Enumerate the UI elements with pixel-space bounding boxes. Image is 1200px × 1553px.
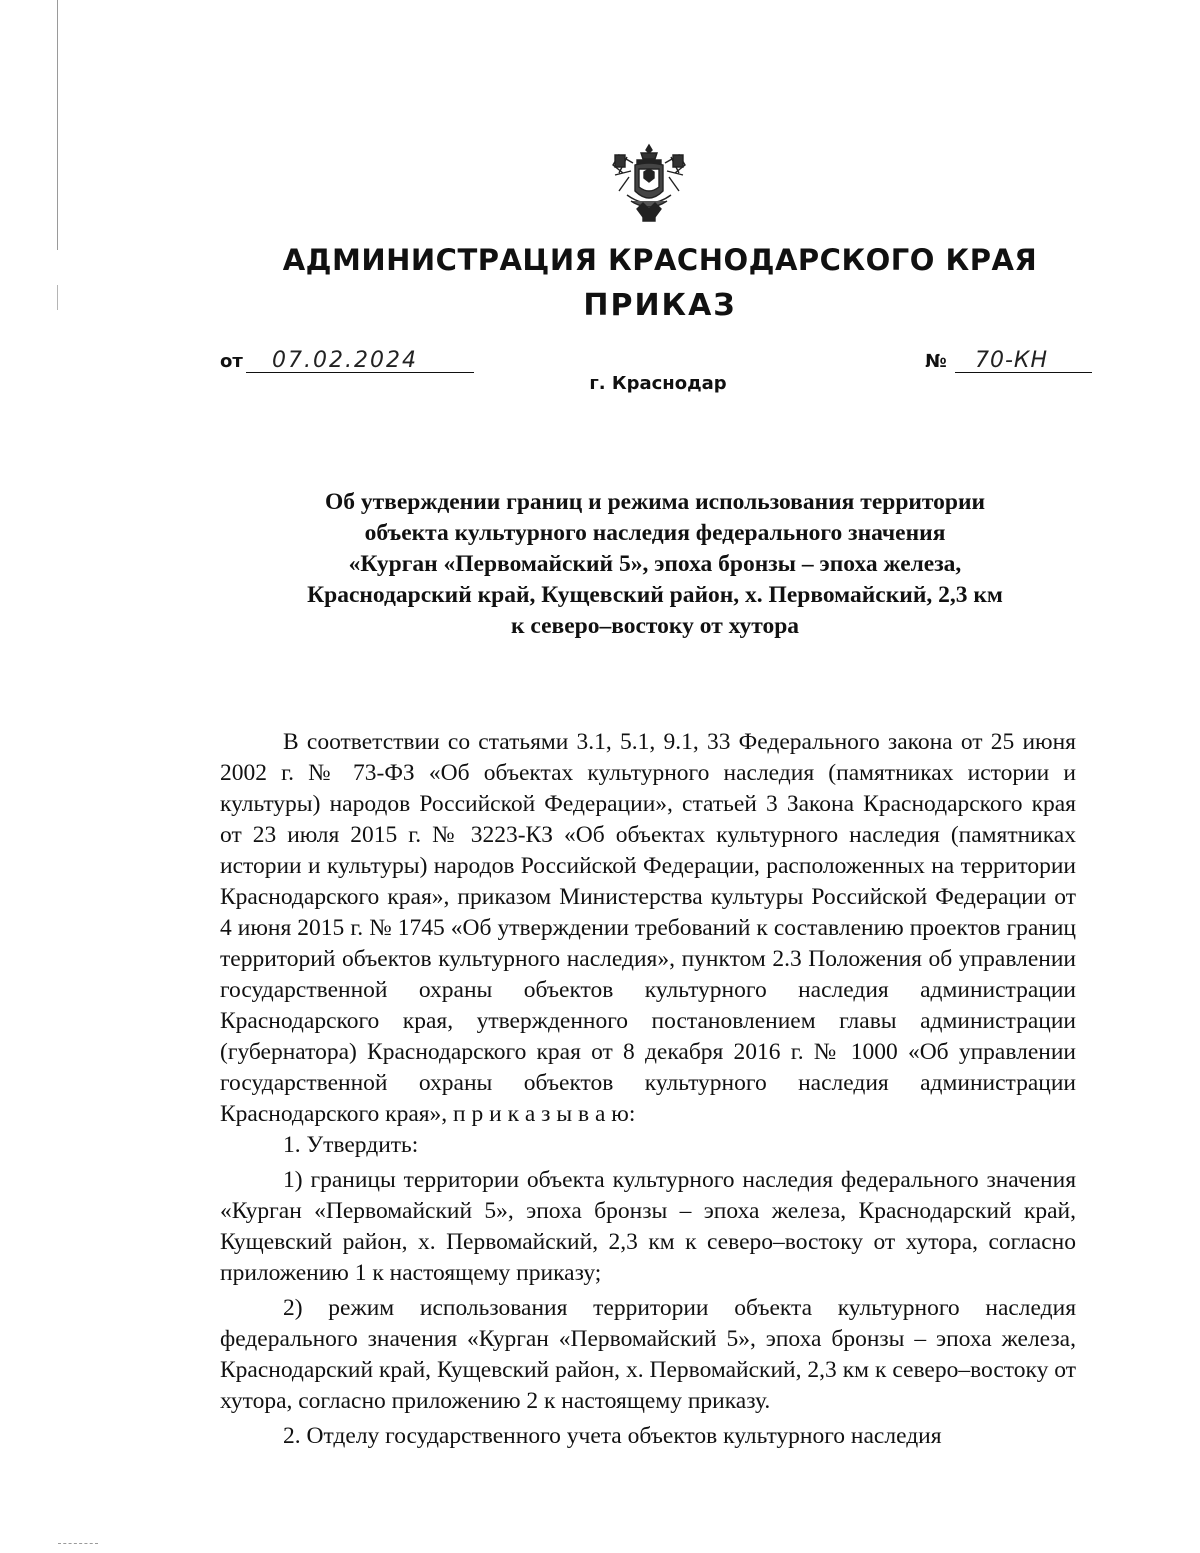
preamble-paragraph: В соответствии со статьями 3.1, 5.1, 9.1, 33 Федерального закона от 25 июня 2002 г. № 73-ФЗ «Об объектах культурного наследия (памятниках истории и культуры) народов Российской Федерации», статьей 3 Закона Краснодарского края от 23 июля 2015 г. № 3223-КЗ «Об объектах культурного наследия (памятниках истории и культуры) народов Российской Федерации, расположенных на территории Краснодарского края», приказом Министерства культуры Российской Федерации от 4 июня 2015 г. № 1745 «Об утверждении требований к составлению проектов границ территорий объектов культурного наследия», пунктом 2.3 Положения об управлении государственной охраны объектов культурного наследия администрации Краснодарского края, утвержденного постановлением главы администрации (губернатора) Краснодарского края от 8 декабря 2016 г. № 1000 «Об управлении государственной охраны объектов культурного наследия администрации Краснодарского края», п р и к а з ы в а ю: [220,729,1076,1127]
title-line: «Курган «Первомайский 5», эпоха бронзы – эпоха железа, [348,551,962,577]
document-body [220,727,1076,1452]
coat-of-arms-emblem [607,143,691,223]
date-label: от [220,351,243,372]
document-title [240,487,1070,642]
title-line: Об утверждении границ и режима использования территории [324,489,986,515]
scan-edge-mark [58,1543,98,1545]
city-label: г. Краснодар [589,373,727,394]
number-label: № [925,351,947,372]
date-value: 07.02.2024 [272,348,418,373]
title-line: к северо–востоку от хутора [510,613,800,639]
title-line: Краснодарский край, Кущевский район, х. Первомайский, 2,3 км [307,582,1003,608]
organization-name: АДМИНИСТРАЦИЯ КРАСНОДАРСКОГО КРАЯ [282,243,1038,277]
scan-edge-line [57,0,58,250]
document-type: ПРИКАЗ [583,288,737,323]
item-1: 1. Утвердить: [283,1132,419,1158]
item-1-2: 2) режим использования территории объекта культурного наследия федерального значения «Курган «Первомайский 5», эпоха бронзы – эпоха железа, Краснодарский край, Кущевский район, х. Первомайский, 2,3 км к северо–востоку от хутора, согласно приложению 2 к настоящему приказу. [220,1295,1076,1414]
item-2: 2. Отделу государственного учета объектов культурного наследия [283,1423,942,1449]
item-1-1: 1) границы территории объекта культурного наследия федерального значения «Курган «Первомайский 5», эпоха бронзы – эпоха железа, Краснодарский край, Кущевский район, х. Первомайский, 2,3 км к северо–востоку от хутора, согласно приложению 1 к настоящему приказу; [220,1167,1076,1286]
number-value: 70-КН [975,348,1049,373]
title-line: объекта культурного наследия федерального значения [364,520,946,546]
